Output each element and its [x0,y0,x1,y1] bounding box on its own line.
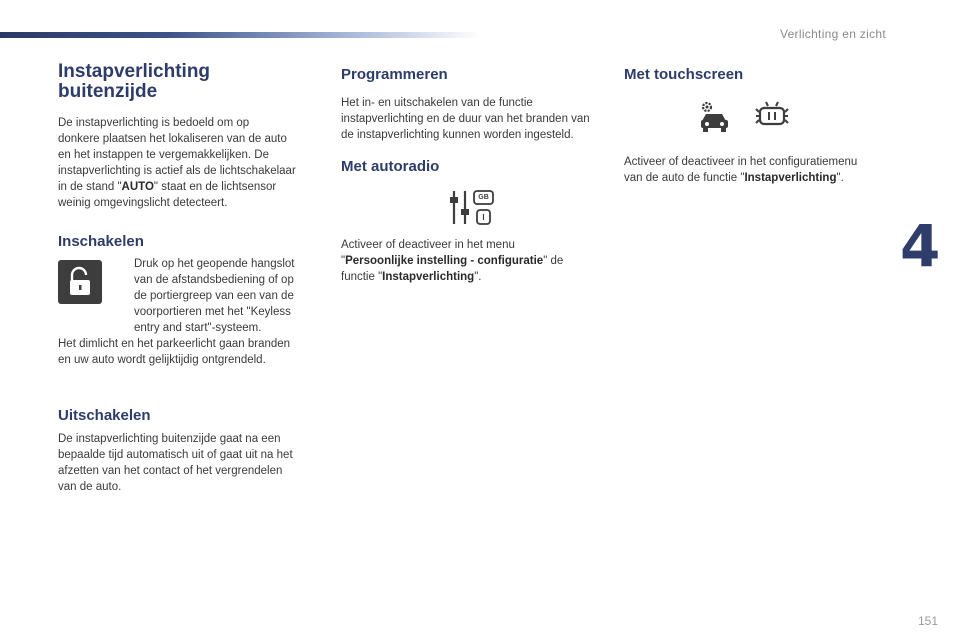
intro-line: De instapverlichting is bedoeld om op [58,117,250,129]
section-title-met-autoradio: Met autoradio [341,158,440,175]
bullet-line: voorportieren met het "Keyless [134,306,291,318]
unlock-key-icon [58,260,102,304]
text-fragment: ". [474,271,482,283]
intro-line: donkere plaatsen het lokaliseren van de auto [58,133,287,145]
bullet-line: Druk op het geopende hangslot [134,258,295,270]
after-bullet-paragraph [58,336,320,368]
intro-line: in de stand " [58,181,122,193]
touchscreen-paragraph [624,154,886,186]
intro-paragraph [58,115,320,211]
text-line: en uw auto wordt gelijktijdig ontgrendeld. [58,354,266,366]
intro-line: en het instappen te vergemakkelijken. De [58,149,269,161]
column-touchscreen [624,62,886,186]
function-name: Instapverlichting [382,271,475,283]
column-instapverlichting [58,62,320,495]
inschakelen-block [58,256,320,336]
bullet-line: entry and start"-systeem. [134,322,262,334]
text-line: Activeer of deactiveer in het menu [341,239,515,251]
text-line: van de auto. [58,481,122,493]
function-name: Instapverlichting [744,172,837,184]
header-gradient-bar [0,32,480,38]
intro-line: weinig omgevingslicht detecteert. [58,197,228,209]
text-line: Het in- en uitschakelen van de functie [341,97,533,109]
page-number: 151 [917,614,938,628]
bullet-text [134,256,321,336]
text-fragment: van de auto de functie " [624,172,745,184]
title-line-1: Instapverlichting [58,61,211,82]
text-fragment: " [341,255,346,267]
section-title-instapverlichting [58,62,320,102]
chapter-number: 4 [900,212,941,280]
settings-sliders-icon [448,188,494,228]
column-programmeren [341,62,603,285]
chapter-title: Verlichting en zicht [779,27,886,41]
text-line: instapverlichting en de duur van het branden van [341,113,590,125]
section-title-programmeren: Programmeren [341,66,448,83]
text-fragment: " de [543,255,564,267]
intro-line: " staat en de lichtsensor [153,181,277,193]
text-fragment: ". [836,172,844,184]
text-line: Activeer of deactiveer in het configuratiemenu [624,156,858,168]
text-line: afzetten van het contact of het vergrendelen [58,465,283,477]
i-label: I [482,213,485,222]
programmeren-paragraph [341,95,603,143]
title-line-2: buitenzijde [58,81,158,102]
text-fragment: functie " [341,271,383,283]
car-settings-icon [698,99,732,135]
exterior-lights-icon [754,99,790,135]
section-title-uitschakelen: Uitschakelen [58,407,151,424]
intro-line: instapverlichting is actief als de lichtschakelaar [58,165,296,177]
uitschakelen-paragraph [58,431,320,495]
text-line: De instapverlichting buitenzijde gaat na een [58,433,281,445]
autoradio-paragraph [341,237,603,285]
text-line: de instapverlichting kunnen worden ingesteld. [341,129,574,141]
touchscreen-icons [698,99,886,135]
text-line: bepaalde tijd automatisch uit of gaat uit na het [58,449,293,461]
text-line: Het dimlicht en het parkeerlicht gaan branden [58,338,291,350]
menu-name: Persoonlijke instelling - configuratie [345,255,544,267]
bullet-line: van de afstandsbediening of op [134,274,294,286]
bullet-item [116,256,321,336]
gb-label: GB [478,194,489,201]
section-title-inschakelen: Inschakelen [58,233,144,250]
auto-keyword: AUTO [121,181,154,193]
bullet-line: de portiergreep van een van de [134,290,294,302]
section-title-met-touchscreen: Met touchscreen [624,66,744,83]
